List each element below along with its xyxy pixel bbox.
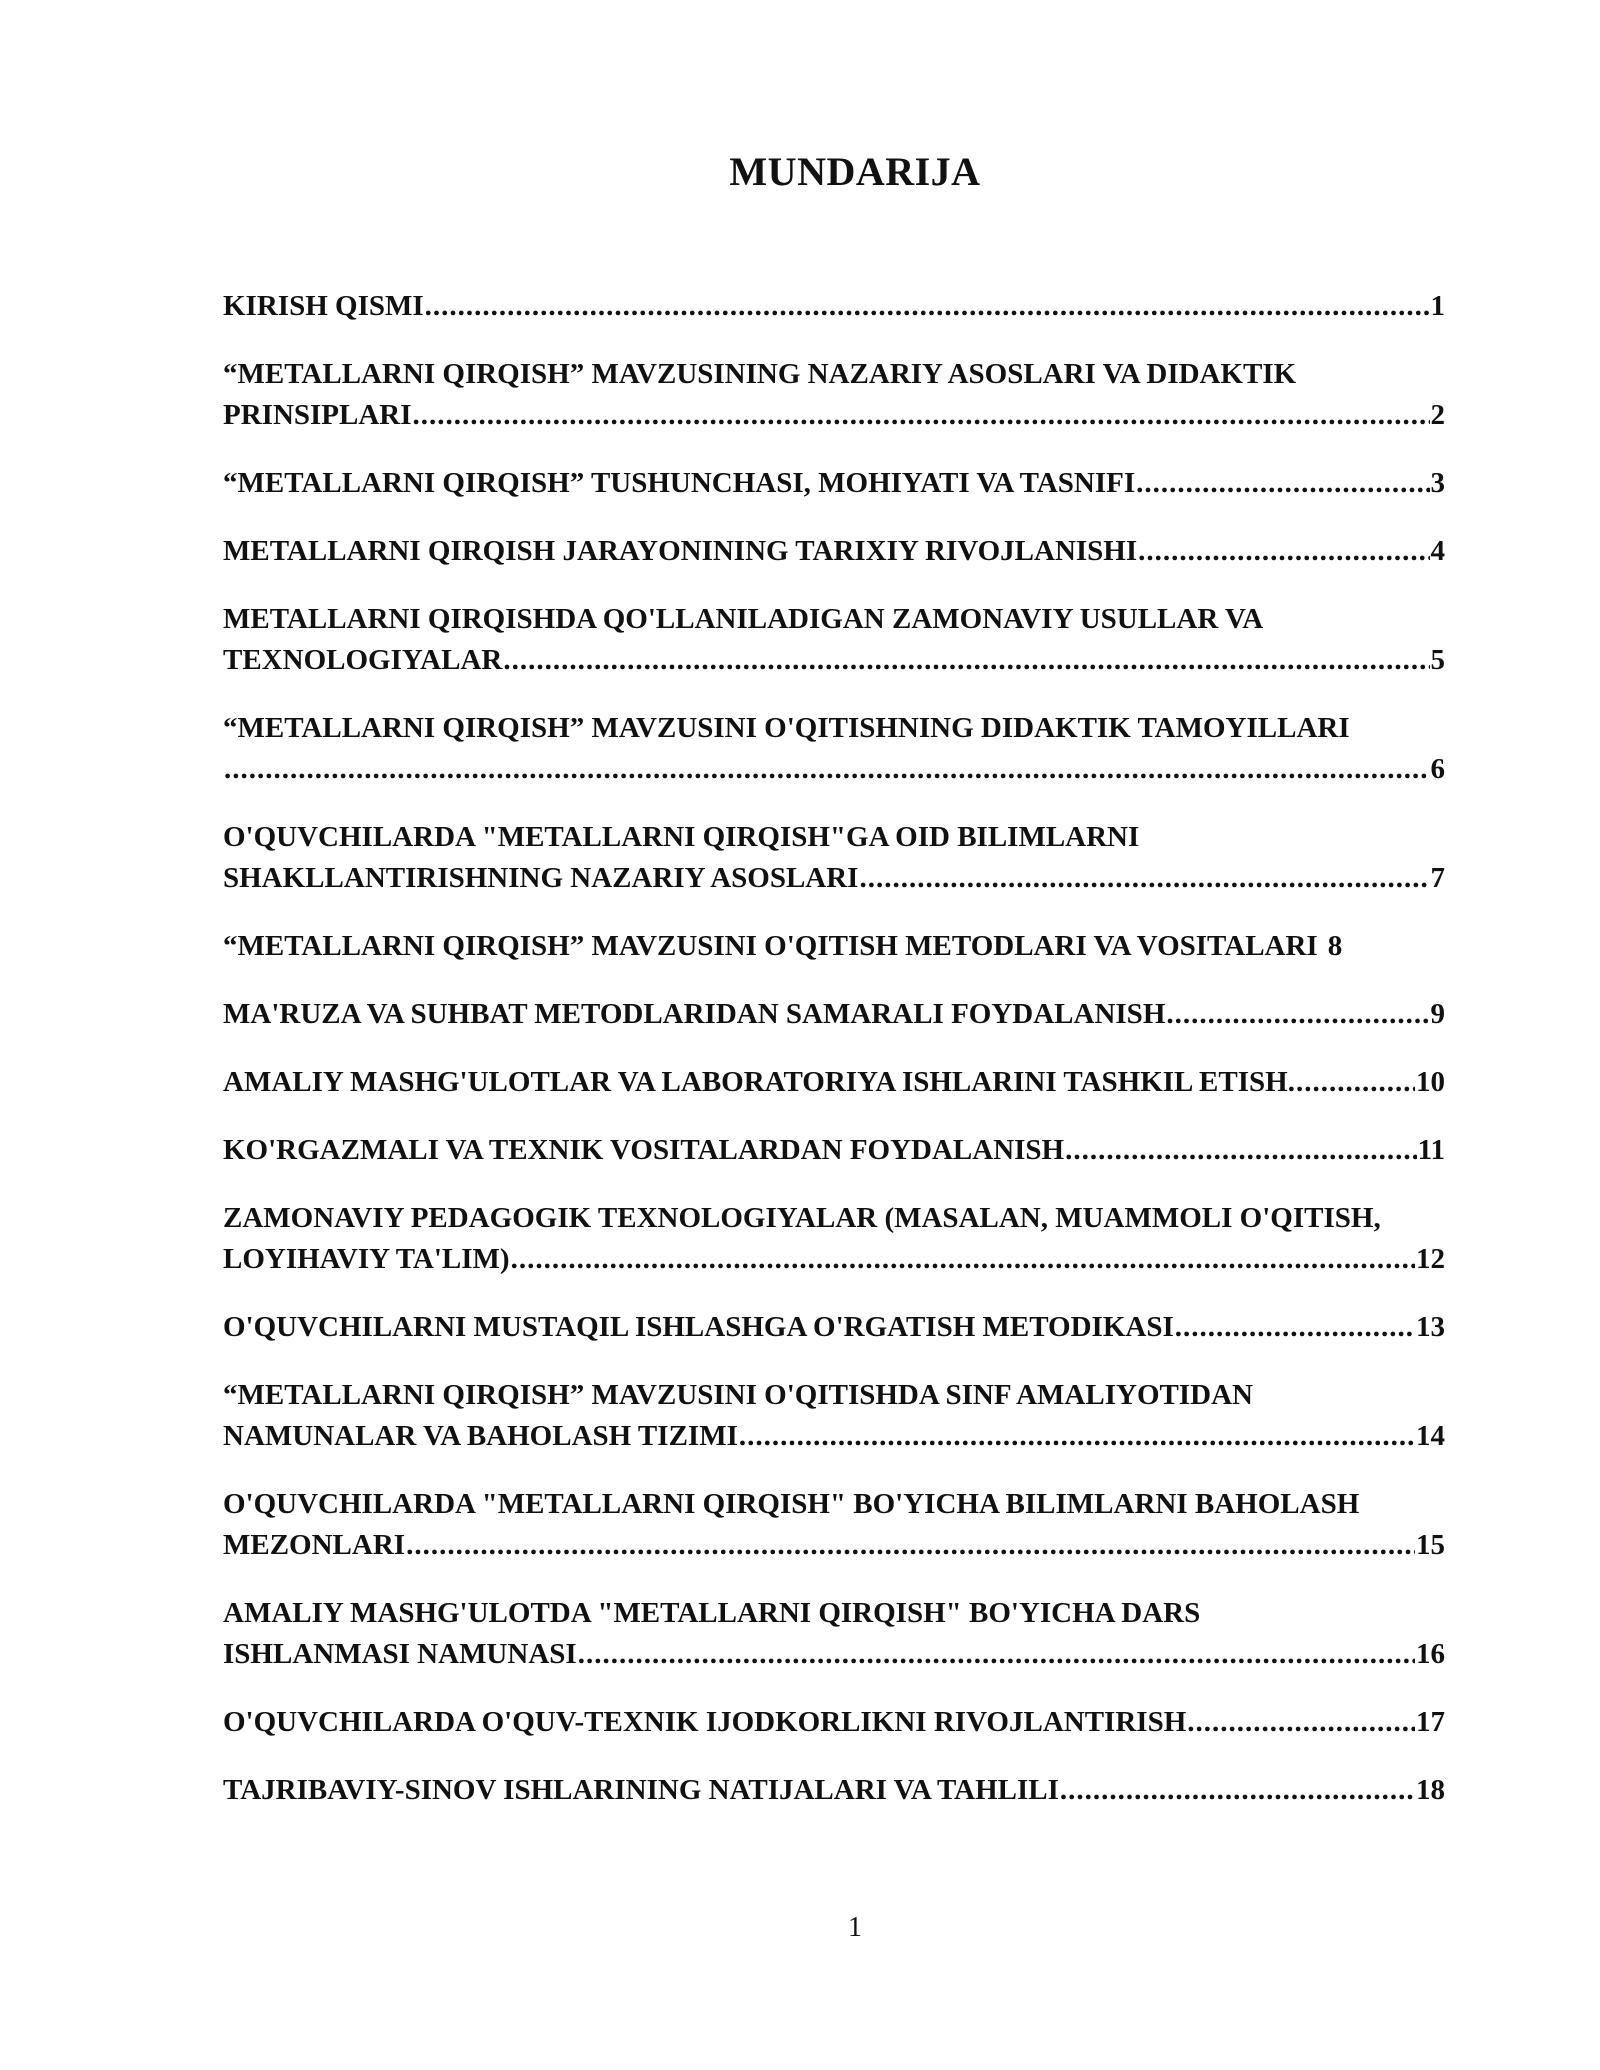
toc-entry-title: “METALLARNI QIRQISH” TUSHUNCHASI, MOHIYATI VA TASNIFI bbox=[223, 467, 1136, 499]
page-number: 1 bbox=[848, 1912, 862, 1943]
toc-page-number: 10 bbox=[1416, 1066, 1445, 1098]
toc-page-number: 13 bbox=[1416, 1311, 1445, 1343]
toc-entry[interactable] bbox=[223, 1375, 1445, 1457]
toc-page-number: 1 bbox=[1430, 290, 1445, 322]
toc-entry-title: NAMUNALAR VA BAHOLASH TIZIMI bbox=[223, 1420, 738, 1452]
dot-leader bbox=[1065, 1130, 1416, 1171]
toc-entry-title: PRINSIPLARI bbox=[223, 399, 412, 431]
toc-page-number: 4 bbox=[1430, 535, 1445, 567]
toc-entry[interactable] bbox=[223, 286, 1445, 327]
dot-leader bbox=[1166, 994, 1429, 1035]
toc-entry-title: ISHLANMASI NAMUNASI bbox=[223, 1638, 577, 1670]
toc-entry-title: O'QUVCHILARDA O'QUV-TEXNIK IJODKORLIKNI RIVOJLANTIRISH bbox=[223, 1706, 1187, 1738]
dot-leader bbox=[1138, 531, 1429, 572]
toc-entry-title-line1: “METALLARNI QIRQISH” MAVZUSINING NAZARIY ASOSLARI VA DIDAKTIK bbox=[223, 358, 1297, 390]
dot-leader bbox=[739, 1416, 1415, 1457]
dot-leader bbox=[1060, 1770, 1415, 1811]
dot-leader bbox=[413, 395, 1430, 436]
toc-page-number: 15 bbox=[1416, 1529, 1445, 1561]
toc-page-number: 8 bbox=[1327, 930, 1343, 962]
toc-entry[interactable] bbox=[223, 1307, 1445, 1348]
toc-entry-title: TAJRIBAVIY-SINOV ISHLARINING NATIJALARI VA TAHLILI bbox=[223, 1774, 1059, 1806]
toc-entry-title: KIRISH QISMI bbox=[223, 290, 424, 322]
dot-leader bbox=[425, 286, 1430, 327]
toc-entry[interactable] bbox=[223, 1770, 1445, 1811]
dot-leader bbox=[1187, 1702, 1415, 1743]
toc-page-number: 17 bbox=[1416, 1706, 1445, 1738]
toc-entry-title: O'QUVCHILARNI MUSTAQIL ISHLASHGA O'RGATISH METODIKASI bbox=[223, 1311, 1174, 1343]
toc-page-number: 5 bbox=[1430, 644, 1445, 676]
toc-page-number: 14 bbox=[1416, 1420, 1445, 1452]
toc-entry[interactable] bbox=[223, 1198, 1445, 1280]
dot-leader bbox=[1136, 463, 1429, 504]
toc-entry-title: MA'RUZA VA SUHBAT METODLARIDAN SAMARALI FOYDALANISH bbox=[223, 998, 1166, 1030]
toc-entry[interactable] bbox=[223, 1484, 1445, 1566]
dot-leader bbox=[224, 749, 1430, 790]
toc-entry-title: TEXNOLOGIYALAR bbox=[223, 644, 503, 676]
toc-entry[interactable] bbox=[223, 599, 1445, 681]
toc-entry[interactable] bbox=[223, 708, 1445, 790]
toc-entry[interactable] bbox=[223, 1593, 1445, 1675]
toc-page-number: 3 bbox=[1430, 467, 1445, 499]
toc-page-number: 16 bbox=[1416, 1638, 1445, 1670]
dot-leader bbox=[406, 1525, 1415, 1566]
toc-entry[interactable] bbox=[223, 817, 1445, 899]
dot-leader bbox=[1296, 1062, 1415, 1103]
toc-page-number: 11 bbox=[1417, 1134, 1445, 1166]
toc-entry[interactable] bbox=[223, 1702, 1445, 1743]
toc-entry-title: MEZONLARI bbox=[223, 1529, 406, 1561]
toc-entry-title-line1: METALLARNI QIRQISHDA QO'LLANILADIGAN ZAMONAVIY USULLAR VA bbox=[223, 603, 1264, 635]
toc-entry-title: METALLARNI QIRQISH JARAYONINING TARIXIY RIVOJLANISHI bbox=[223, 535, 1138, 567]
toc-entry-title: KO'RGAZMALI VA TEXNIK VOSITALARDAN FOYDALANISH bbox=[223, 1134, 1065, 1166]
toc-entry[interactable] bbox=[223, 1130, 1445, 1171]
toc-page-number: 7 bbox=[1430, 862, 1445, 894]
toc-entry-title: AMALIY MASHG'ULOTLAR VA LABORATORIYA ISHLARINI TASHKIL ETISH. bbox=[223, 1066, 1295, 1098]
dot-leader bbox=[1175, 1307, 1415, 1348]
toc-entry-title-line1: “METALLARNI QIRQISH” MAVZUSINI O'QITISHNING DIDAKTIK TAMOYILLARI bbox=[223, 712, 1350, 744]
toc-entry-title-line1: O'QUVCHILARDA "METALLARNI QIRQISH" BO'YICHA BILIMLARNI BAHOLASH bbox=[223, 1488, 1360, 1520]
toc-entry-title-line1: O'QUVCHILARDA "METALLARNI QIRQISH"GA OID BILIMLARNI bbox=[223, 821, 1140, 853]
toc-entry[interactable] bbox=[223, 531, 1445, 572]
toc-page-number: 18 bbox=[1416, 1774, 1445, 1806]
toc-entry[interactable] bbox=[223, 926, 1445, 967]
toc-entry-title: SHAKLLANTIRISHNING NAZARIY ASOSLARI bbox=[223, 862, 859, 894]
toc-page-number: 12 bbox=[1416, 1243, 1445, 1275]
dot-leader bbox=[511, 1239, 1415, 1280]
toc-entry-title: “METALLARNI QIRQISH” MAVZUSINI O'QITISH METODLARI VA VOSITALARI bbox=[223, 930, 1318, 962]
toc-entry[interactable] bbox=[223, 463, 1445, 504]
toc-page-number: 9 bbox=[1430, 998, 1445, 1030]
toc-entry-title: LOYIHAVIY TA'LIM) bbox=[223, 1243, 510, 1275]
table-of-contents bbox=[223, 286, 1445, 1838]
document-title: MUNDARIJA bbox=[729, 149, 981, 194]
dot-leader bbox=[578, 1634, 1415, 1675]
dot-leader bbox=[859, 858, 1429, 899]
toc-page-number: 2 bbox=[1430, 399, 1445, 431]
toc-entry[interactable] bbox=[223, 354, 1445, 436]
toc-entry-title-line1: “METALLARNI QIRQISH” MAVZUSINI O'QITISHDA SINF AMALIYOTIDAN bbox=[223, 1379, 1253, 1411]
toc-page-number: 6 bbox=[1430, 753, 1445, 785]
dot-leader bbox=[503, 640, 1429, 681]
toc-entry[interactable] bbox=[223, 994, 1445, 1035]
toc-entry-title-line1: AMALIY MASHG'ULOTDA "METALLARNI QIRQISH" BO'YICHA DARS bbox=[223, 1597, 1201, 1629]
toc-entry[interactable] bbox=[223, 1062, 1445, 1103]
toc-entry-title-line1: ZAMONAVIY PEDAGOGIK TEXNOLOGIYALAR (MASALAN, MUAMMOLI O'QITISH, bbox=[223, 1202, 1381, 1234]
